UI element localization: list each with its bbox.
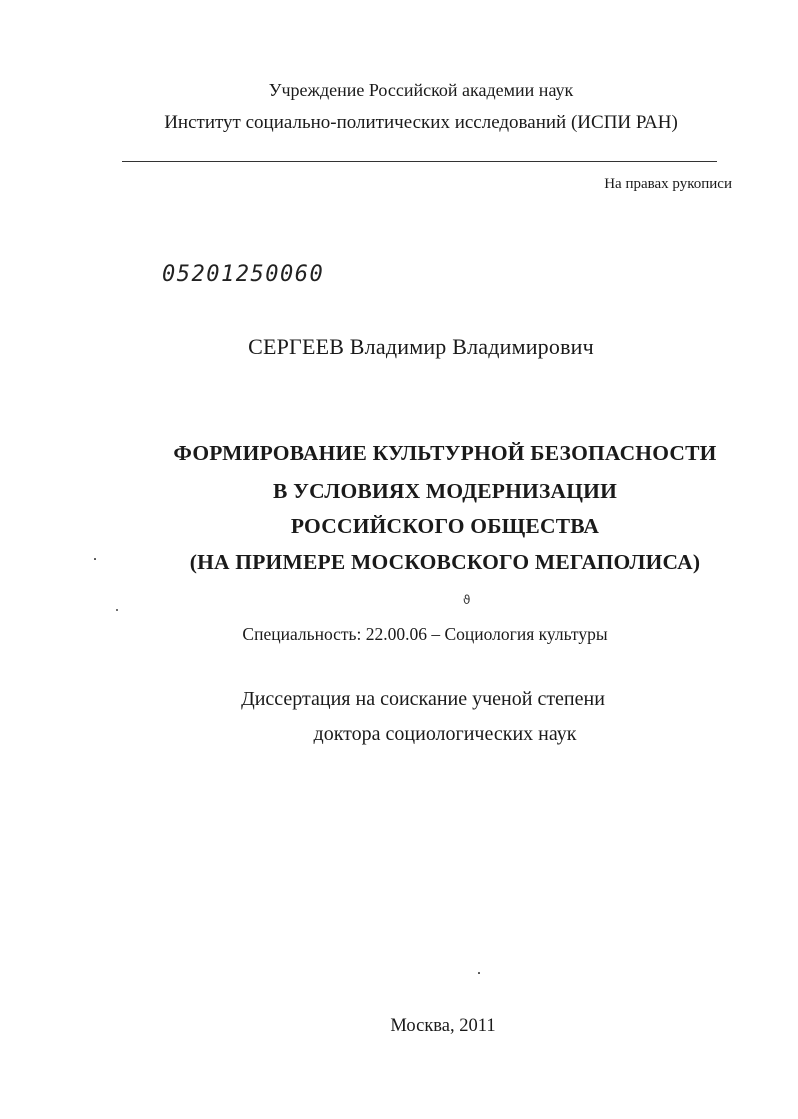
header-divider [122,161,717,162]
dissertation-line-2: доктора социологических наук [313,723,577,745]
title-line-3: РОССИЙСКОГО ОБЩЕСТВА [290,514,600,538]
scan-speck [478,972,480,974]
title-line-1: ФОРМИРОВАНИЕ КУЛЬТУРНОЙ БЕЗОПАСНОСТИ [173,441,717,465]
institution-line-2: Институт социально-политических исследований (ИСПИ РАН) [164,112,678,133]
title-line-4: (НА ПРИМЕРЕ МОСКОВСКОГО МЕГАПОЛИСА) [189,550,701,574]
city-year: Москва, 2011 [390,1016,496,1036]
institution-line-1: Учреждение Российской академии наук [268,80,574,100]
specialty-line: Специальность: 22.00.06 – Социология культуры [242,624,608,644]
title-line-2: В УСЛОВИЯХ МОДЕРНИЗАЦИИ [272,479,618,503]
stamp-number: 05201250060 [162,262,325,287]
scan-speck [94,558,96,560]
dissertation-line-1: Диссертация на соискание ученой степени [241,688,605,710]
scan-speck [116,609,118,611]
scan-artifact-mark: ϑ [463,593,471,607]
manuscript-note: На правах рукописи [604,176,732,192]
author-name: СЕРГЕЕВ Владимир Владимирович [248,334,594,359]
